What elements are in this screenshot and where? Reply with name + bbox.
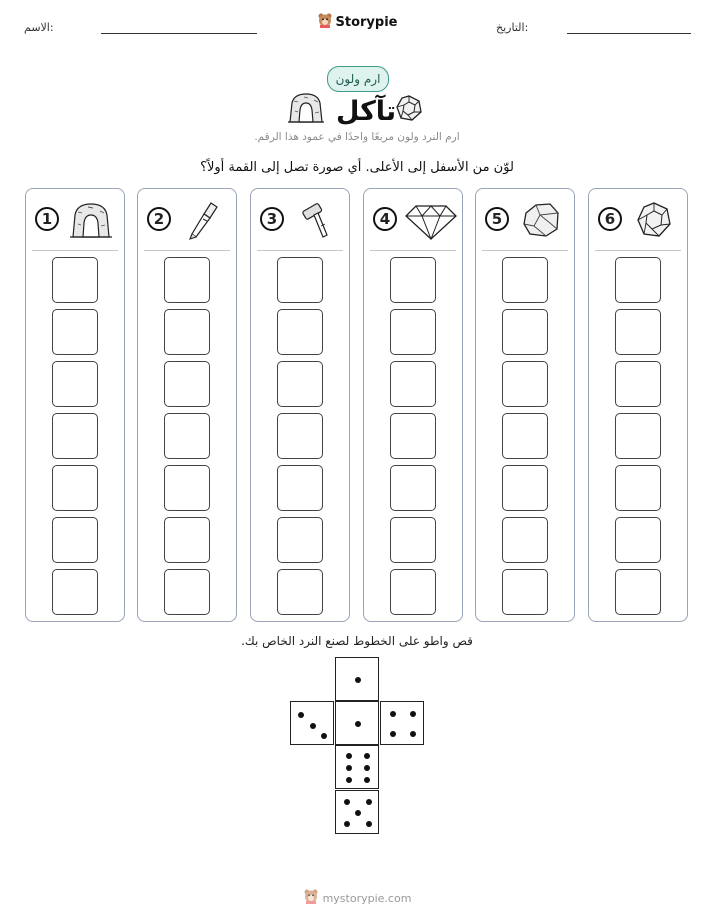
footer-url[interactable]: mystorypie.com <box>322 891 412 905</box>
color-box[interactable] <box>502 413 548 459</box>
color-box[interactable] <box>502 465 548 511</box>
color-box[interactable] <box>502 517 548 563</box>
die-pip <box>344 821 350 827</box>
column-number: 6 <box>598 207 622 231</box>
footer <box>0 888 714 908</box>
die-face <box>335 790 379 834</box>
color-box[interactable] <box>164 517 210 563</box>
column-3 <box>250 188 350 622</box>
die-pip <box>310 723 316 729</box>
color-box[interactable] <box>390 517 436 563</box>
color-box[interactable] <box>390 257 436 303</box>
date-field[interactable] <box>567 33 691 34</box>
color-box[interactable] <box>615 361 661 407</box>
die-pip <box>390 731 396 737</box>
column-number: 1 <box>35 207 59 231</box>
color-box[interactable] <box>52 569 98 615</box>
color-box[interactable] <box>277 517 323 563</box>
column-2 <box>137 188 237 622</box>
column-6 <box>588 188 688 622</box>
color-box[interactable] <box>502 257 548 303</box>
die-pip <box>298 712 304 718</box>
column-divider <box>32 250 118 251</box>
bear-mascot-icon <box>317 12 333 32</box>
cut-fold-instruction: قص واطو على الخطوط لصنع النرد الخاص بك. <box>241 634 473 648</box>
die-pip <box>364 765 370 771</box>
column-number: 2 <box>147 207 171 231</box>
color-box[interactable] <box>615 517 661 563</box>
die-pip <box>321 733 327 739</box>
color-box[interactable] <box>52 361 98 407</box>
gemstone-icon <box>633 199 675 241</box>
die-pip <box>355 810 361 816</box>
color-box[interactable] <box>164 413 210 459</box>
die-pip <box>355 721 361 727</box>
column-divider <box>144 250 230 251</box>
color-box[interactable] <box>164 257 210 303</box>
die-pip <box>344 799 350 805</box>
color-box[interactable] <box>52 517 98 563</box>
color-box[interactable] <box>164 361 210 407</box>
die-pip <box>355 677 361 683</box>
die-pip <box>366 821 372 827</box>
color-box[interactable] <box>277 361 323 407</box>
column-1 <box>25 188 125 622</box>
die-pip <box>364 777 370 783</box>
die-face <box>290 701 334 745</box>
hammer-icon <box>295 199 337 241</box>
die-pip <box>364 753 370 759</box>
color-box[interactable] <box>277 569 323 615</box>
color-box[interactable] <box>277 465 323 511</box>
question: لوّن من الأسفل إلى الأعلى. أي صورة تصل إلى القمة أولاً؟ <box>200 160 514 175</box>
color-box[interactable] <box>52 257 98 303</box>
color-box[interactable] <box>615 569 661 615</box>
column-divider <box>482 250 568 251</box>
color-box[interactable] <box>390 361 436 407</box>
color-box[interactable] <box>390 569 436 615</box>
color-box[interactable] <box>502 309 548 355</box>
name-label: الاسم: <box>24 21 54 34</box>
die-pip <box>410 711 416 717</box>
column-divider <box>370 250 456 251</box>
color-box[interactable] <box>52 465 98 511</box>
subtitle: ارم النرد ولون مربعًا واحدًا في عمود هذا الرقم. <box>254 131 460 143</box>
color-box[interactable] <box>615 309 661 355</box>
page-title: تآكل <box>336 96 397 127</box>
die-pip <box>390 711 396 717</box>
column-number: 5 <box>485 207 509 231</box>
name-field[interactable] <box>101 33 257 34</box>
color-box[interactable] <box>502 569 548 615</box>
date-label: التاريخ: <box>496 21 529 34</box>
die-face <box>335 701 379 745</box>
brand-name: Storypie <box>335 14 398 30</box>
color-box[interactable] <box>390 413 436 459</box>
color-box[interactable] <box>390 465 436 511</box>
color-box[interactable] <box>502 361 548 407</box>
rock-arch-icon <box>70 199 112 241</box>
column-4 <box>363 188 463 622</box>
column-divider <box>257 250 343 251</box>
color-box[interactable] <box>52 309 98 355</box>
color-box[interactable] <box>277 309 323 355</box>
die-pip <box>346 777 352 783</box>
dice-net <box>290 657 424 835</box>
color-box[interactable] <box>164 569 210 615</box>
color-box[interactable] <box>277 413 323 459</box>
die-pip <box>346 753 352 759</box>
rock-icon <box>520 199 562 241</box>
die-face <box>380 701 424 745</box>
die-face <box>335 657 379 701</box>
column-5 <box>475 188 575 622</box>
color-box[interactable] <box>164 309 210 355</box>
diamond-icon <box>404 199 458 241</box>
column-number: 4 <box>373 207 397 231</box>
color-box[interactable] <box>615 257 661 303</box>
activity-badge: ارم ولون <box>327 66 389 92</box>
gemstone-icon <box>395 94 423 122</box>
color-box[interactable] <box>390 309 436 355</box>
brand-logo <box>0 12 714 32</box>
color-box[interactable] <box>164 465 210 511</box>
rock-arch-icon <box>288 91 324 123</box>
bear-mascot-icon <box>303 888 319 908</box>
column-number: 3 <box>260 207 284 231</box>
die-face <box>335 745 379 789</box>
color-box[interactable] <box>615 413 661 459</box>
die-pip <box>410 731 416 737</box>
column-divider <box>595 250 681 251</box>
die-pip <box>366 799 372 805</box>
color-box[interactable] <box>615 465 661 511</box>
color-box[interactable] <box>52 413 98 459</box>
color-box[interactable] <box>277 257 323 303</box>
chisel-icon <box>182 199 224 241</box>
die-pip <box>346 765 352 771</box>
